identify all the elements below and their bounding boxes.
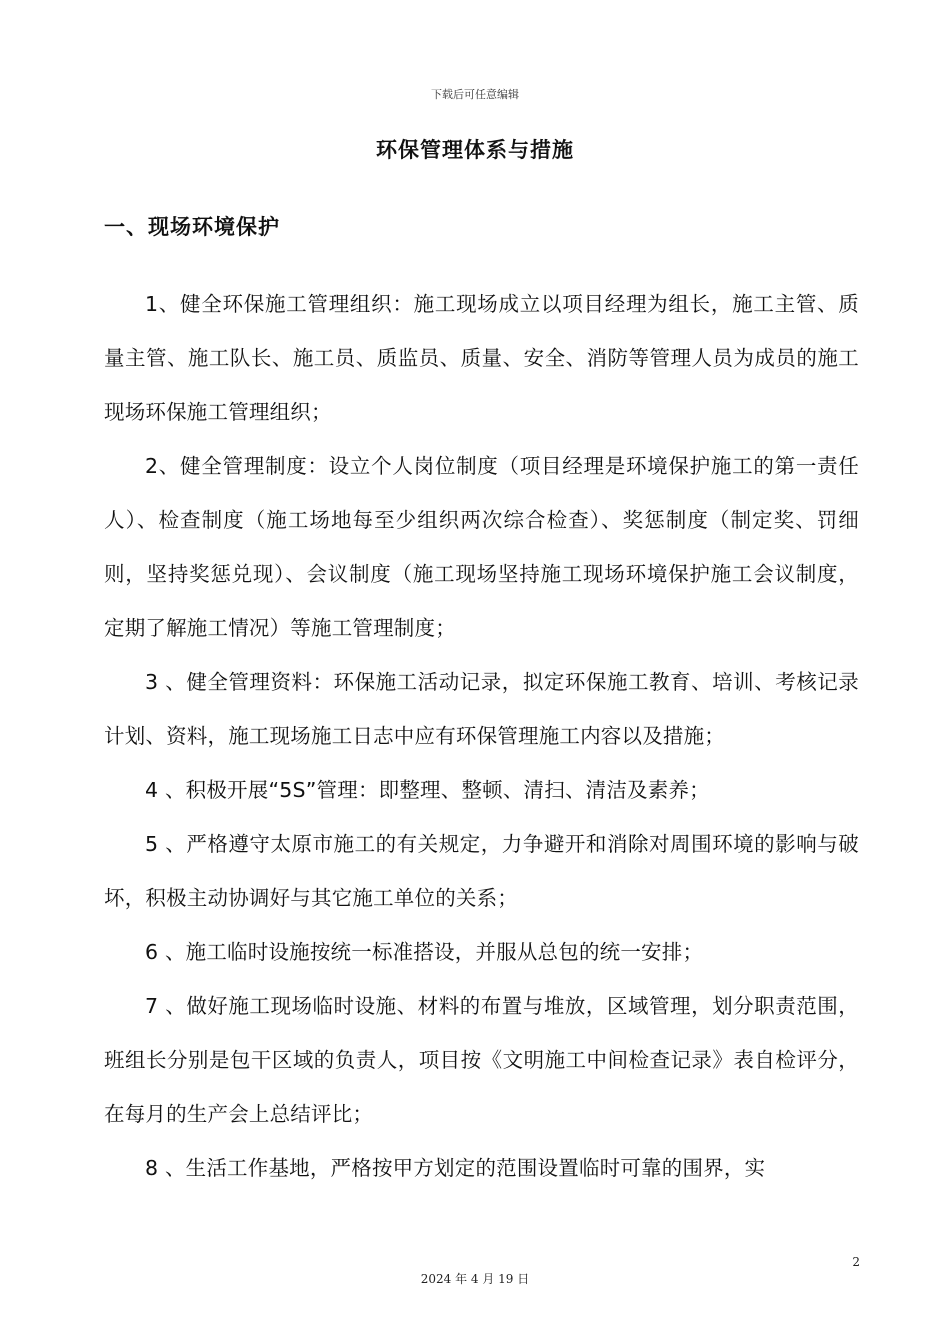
paragraph-3: 3 、健全管理资料：环保施工活动记录，拟定环保施工教育、培训、考核记录计划、资料，施工现场施工日志中应有环保管理施工内容以及措施； [104, 670, 859, 748]
paragraph-4: 4 、积极开展“5S”管理：即整理、整顿、清扫、清洁及素养； [145, 778, 710, 802]
paragraph-1: 1、健全环保施工管理组织：施工现场成立以项目经理为组长，施工主管、质量主管、施工队长、施工员、质监员、质量、安全、消防等管理人员为成员的施工现场环保施工管理组织； [104, 292, 859, 424]
document-title: 环保管理体系与措施 [376, 138, 574, 162]
paragraph-8: 8 、生活工作基地，严格按甲方划定的范围设置临时可靠的围界，实 [145, 1156, 766, 1180]
paragraph-7: 7 、做好施工现场临时设施、材料的布置与堆放，区域管理，划分职责范围，班组长分别是包干区域的负责人，项目按《文明施工中间检查记录》表自检评分，在每月的生产会上总结评比； [104, 994, 859, 1126]
paragraph-6: 6 、施工临时设施按统一标准搭设，并服从总包的统一安排； [145, 940, 704, 964]
paragraph-2: 2、健全管理制度：设立个人岗位制度（项目经理是环境保护施工的第一责任人）、检查制度（施工场地每至少组织两次综合检查）、奖惩制度（制定奖、罚细则，坚持奖惩兑现）、会议制度（施工现场坚持施工现场环境保护施工会议制度，定期了解施工情况）等施工管理制度； [104, 454, 859, 640]
page-number: 2 [852, 1255, 860, 1269]
section-heading: 一、现场环境保护 [104, 215, 280, 239]
paragraph-5: 5 、严格遵守太原市施工的有关规定，力争避开和消除对周围环境的影响与破坏，积极主动协调好与其它施工单位的关系； [104, 832, 859, 910]
footer-date: 2024 年 4 月 19 日 [420, 1272, 530, 1286]
header-note: 下载后可任意编辑 [431, 88, 519, 101]
document-body [104, 277, 859, 1195]
